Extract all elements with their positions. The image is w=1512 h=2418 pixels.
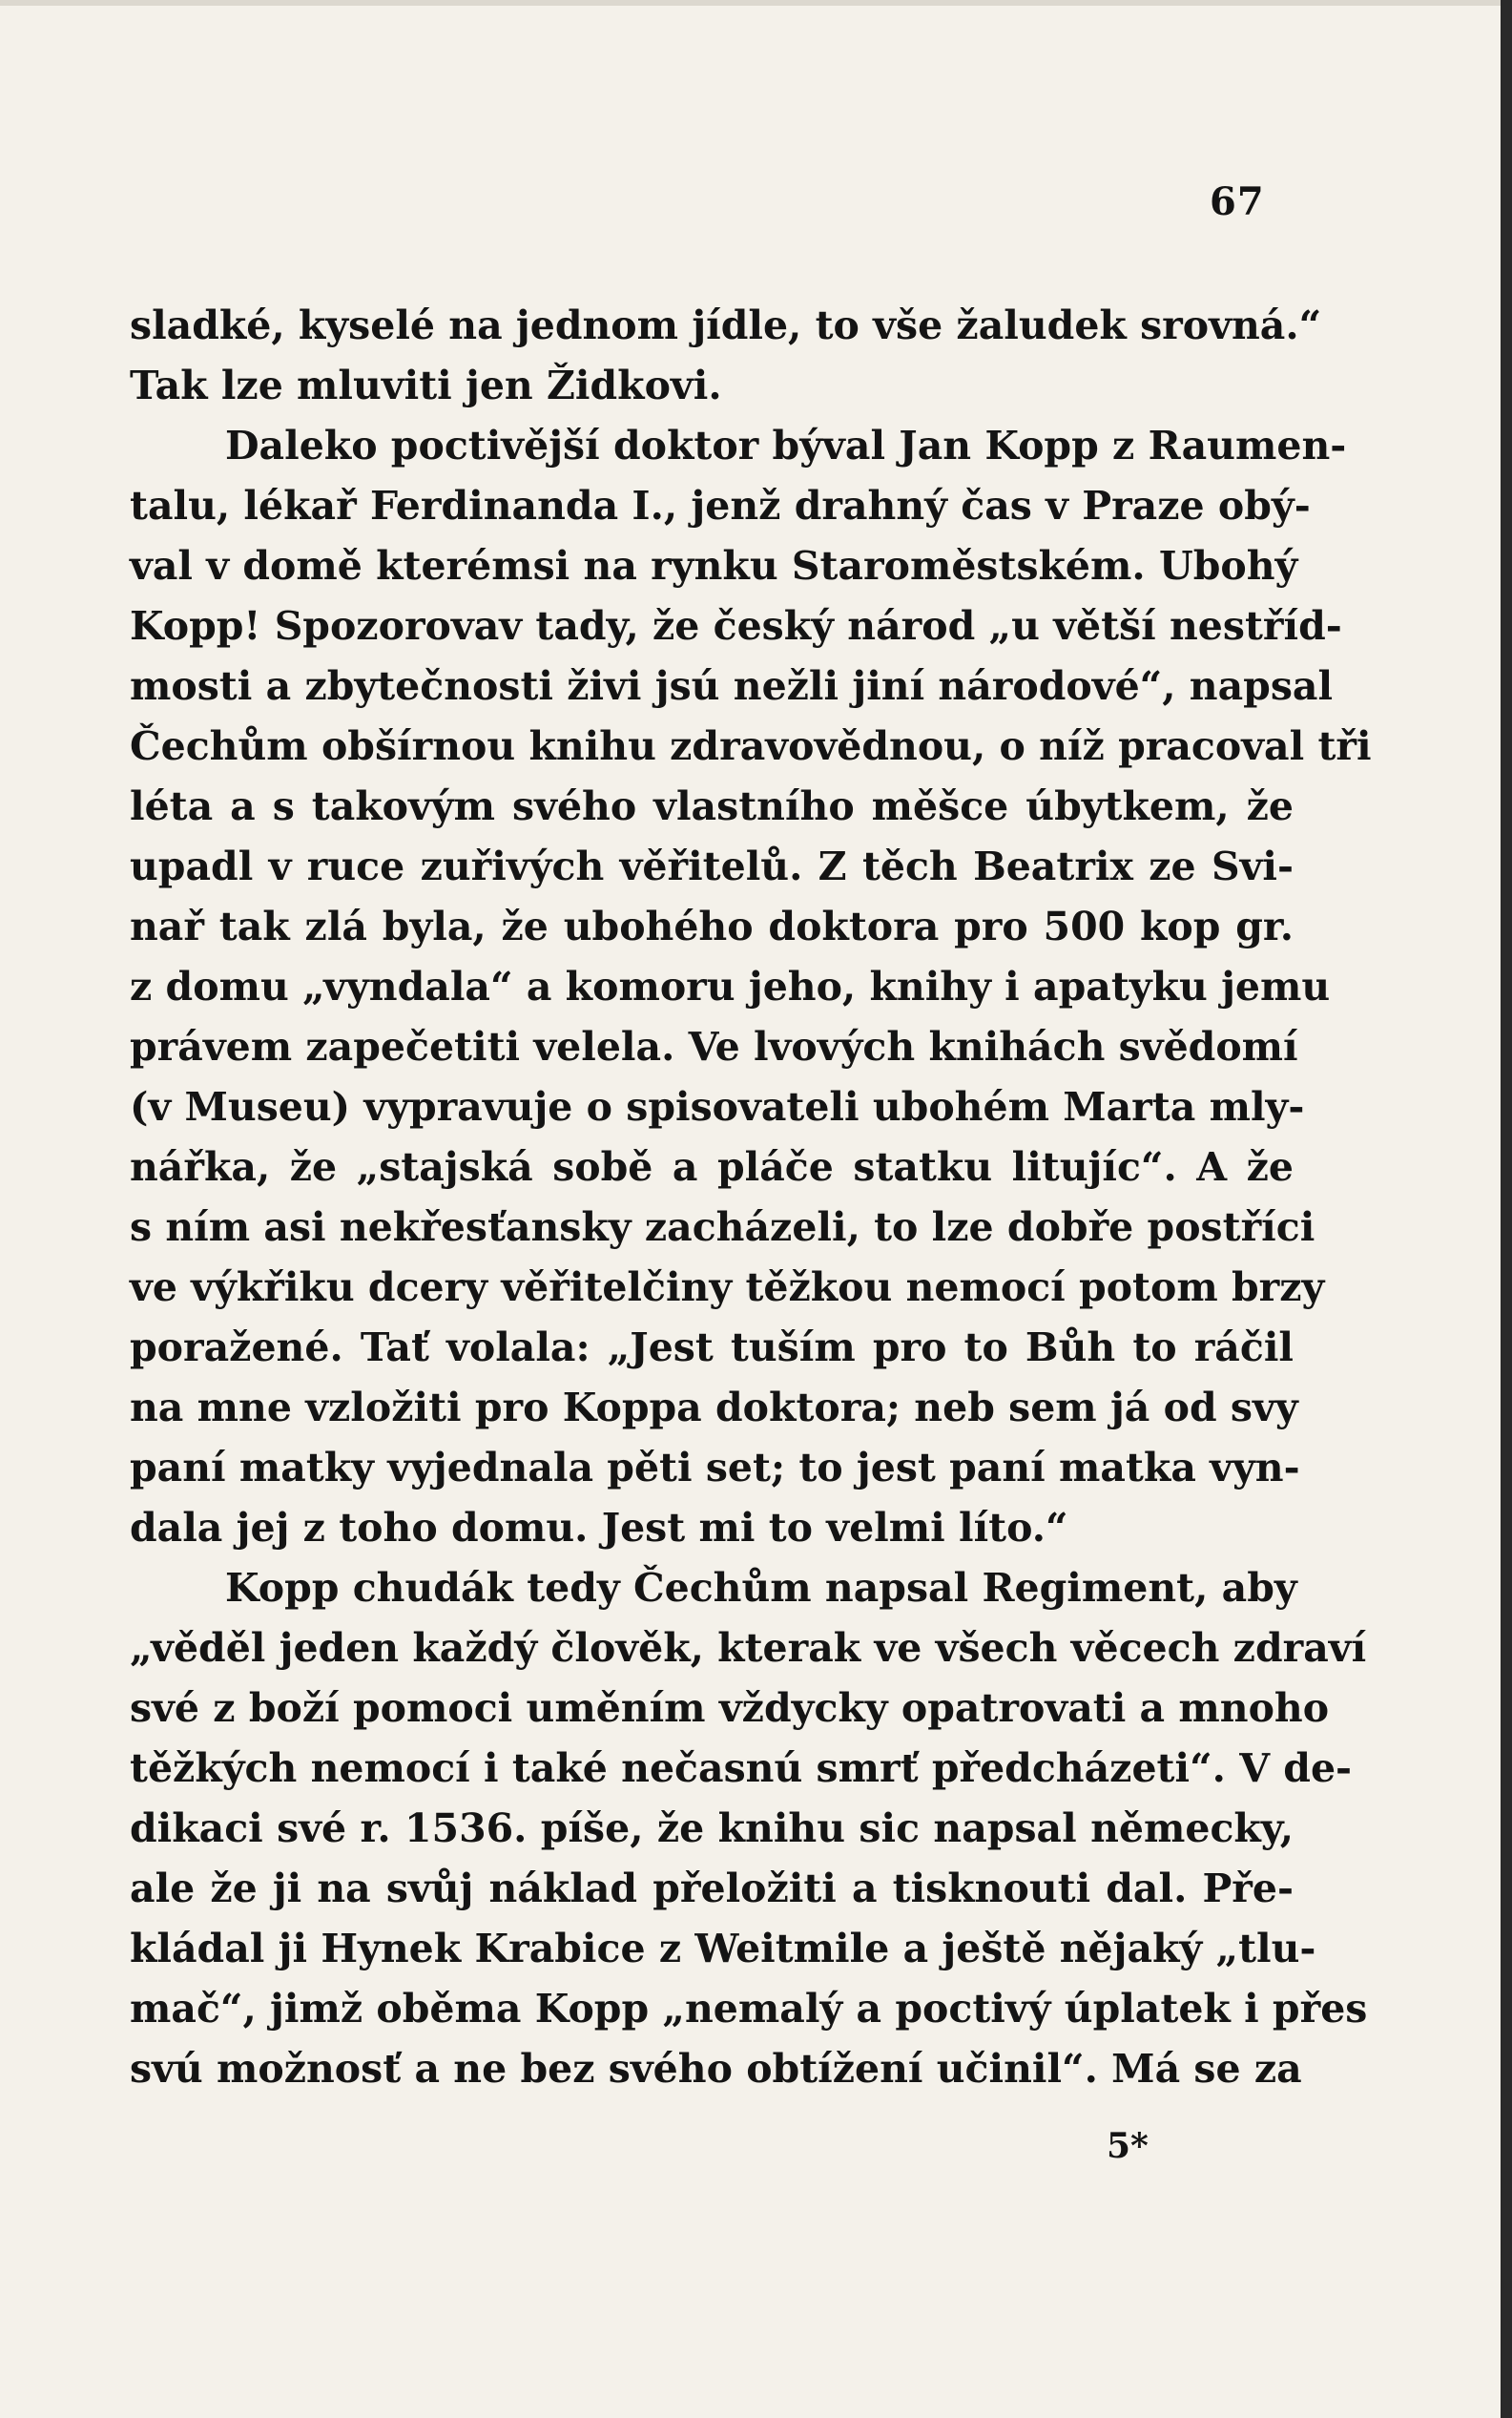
text-line: Kopp! Spozorovav tady, že český národ „u větší nestříd- [130, 603, 1342, 649]
text-line: své z boží pomoci uměním vždycky opatrovati a mnoho [130, 1685, 1330, 1731]
text-line: právem zapečetiti velela. Ve lvových knihách svědomí [130, 1024, 1298, 1070]
text-line: talu, lékař Ferdinanda I., jenž drahný čas v Praze obý- [130, 483, 1311, 529]
page-top-edge [0, 0, 1512, 6]
text-line: dikaci své r. 1536. píše, že knihu sic napsal německy, [130, 1805, 1294, 1851]
text-line: poražené. Tať volala: „Jest tuším pro to Bůh to ráčil [130, 1324, 1294, 1370]
page-binding-edge [1501, 0, 1512, 2418]
text-line: val v domě kterémsi na rynku Staroměstském. Ubohý [130, 543, 1298, 589]
text-line: těžkých nemocí i také nečasnú smrť předcházeti“. V de- [130, 1745, 1353, 1791]
signature-mark: 5* [1107, 2126, 1149, 2166]
text-line: Tak lze mluviti jen Židkovi. [130, 363, 722, 408]
text-line: na mne vzložiti pro Koppa doktora; neb sem já od svy [130, 1385, 1298, 1430]
text-line: svú možnosť a ne bez svého obtížení učinil“. Má se za [130, 2046, 1302, 2092]
text-line: upadl v ruce zuřivých věřitelů. Z těch Beatrix ze Svi- [130, 844, 1294, 889]
text-line: mosti a zbytečnosti živi jsú nežli jiní národové“, napsal [130, 663, 1334, 709]
text-line: Daleko poctivější doktor býval Jan Kopp z Raumen- [225, 423, 1347, 469]
text-line: léta a s takovým svého vlastního měšce úbytkem, že [130, 783, 1294, 829]
text-line: ve výkřiku dcery věřitelčiny těžkou nemocí potom brzy [130, 1264, 1325, 1310]
text-line: nářka, že „stajská sobě a pláče statku litujíc“. A že [130, 1144, 1294, 1190]
text-line: Čechům obšírnou knihu zdravovědnou, o níž pracoval tři [130, 723, 1372, 769]
text-line: z domu „vyndala“ a komoru jeho, knihy i apatyku jemu [130, 964, 1331, 1010]
text-line: Kopp chudák tedy Čechům napsal Regiment, aby [225, 1565, 1297, 1611]
text-line: s ním asi nekřesťansky zacházeli, to lze dobře postříci [130, 1204, 1315, 1250]
text-line: (v Museu) vypravuje o spisovateli ubohém Marta mly- [130, 1084, 1305, 1130]
text-line: dala jej z toho domu. Jest mi to velmi líto.“ [130, 1505, 1068, 1551]
text-line: mač“, jimž oběma Kopp „nemalý a poctivý úplatek i přes [130, 1986, 1368, 2032]
text-line: sladké, kyselé na jednom jídle, to vše žaludek srovná.“ [130, 302, 1322, 348]
body-text [130, 296, 1372, 2099]
text-line: paní matky vyjednala pěti set; to jest paní matka vyn- [130, 1445, 1300, 1490]
page-number: 67 [1210, 179, 1265, 224]
text-line: kládal ji Hynek Krabice z Weitmile a ještě nějaký „tlu- [130, 1926, 1316, 1971]
text-line: „věděl jeden každý člověk, kterak ve všech věcech zdraví [130, 1625, 1367, 1671]
text-line: nař tak zlá byla, že ubohého doktora pro 500 kop gr. [130, 904, 1294, 949]
text-line: ale že ji na svůj náklad přeložiti a tisknouti dal. Pře- [130, 1866, 1294, 1911]
